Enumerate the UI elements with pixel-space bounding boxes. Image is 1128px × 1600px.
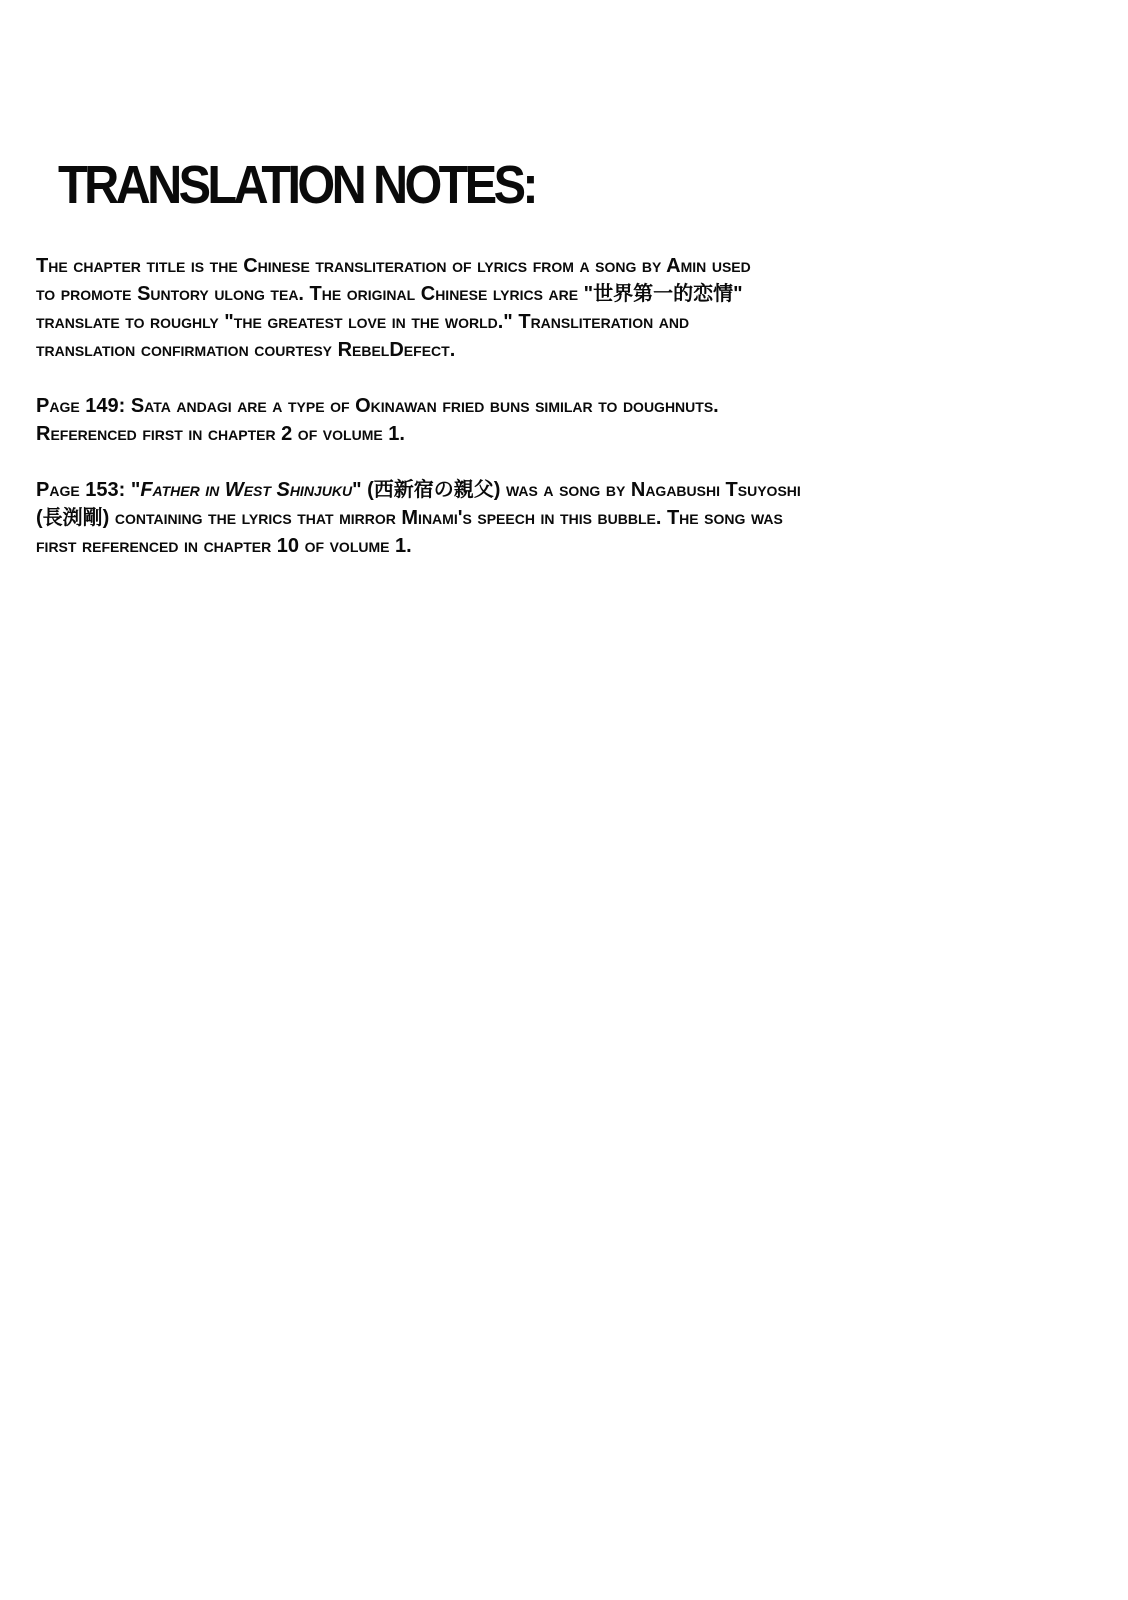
note-chapter-title: [36, 252, 996, 364]
note-line: (長渕剛) containing the lyrics that mirror Minami's speech in this bubble. The song was: [36, 507, 783, 529]
note-page-149: [36, 392, 996, 448]
note-line: to promote Suntory ulong tea. The original Chinese lyrics are "世界第一的恋情": [36, 283, 743, 305]
note-line: translate to roughly "the greatest love in the world." Transliteration and: [36, 311, 690, 333]
note-line: Page 149: Sata andagi are a type of Okinawan fried buns similar to doughnuts.: [36, 395, 719, 417]
note-line-suffix: " (西新宿の親父) was a song by Nagabushi Tsuyoshi: [352, 479, 801, 501]
page-title: TRANSLATION NOTES:: [58, 155, 535, 215]
note-line: [36, 476, 996, 504]
note-line-prefix: Page 153: ": [36, 479, 141, 501]
song-title: Father in West Shinjuku: [140, 479, 353, 501]
note-line: The chapter title is the Chinese transliteration of lyrics from a song by Amin used: [36, 255, 751, 277]
note-page-153: [36, 476, 996, 560]
note-line: Referenced first in chapter 2 of volume 1.: [36, 423, 405, 445]
note-line: first referenced in chapter 10 of volume 1.: [36, 535, 412, 557]
note-line: translation confirmation courtesy RebelDefect.: [36, 339, 456, 361]
translation-notes-body: [36, 252, 996, 588]
